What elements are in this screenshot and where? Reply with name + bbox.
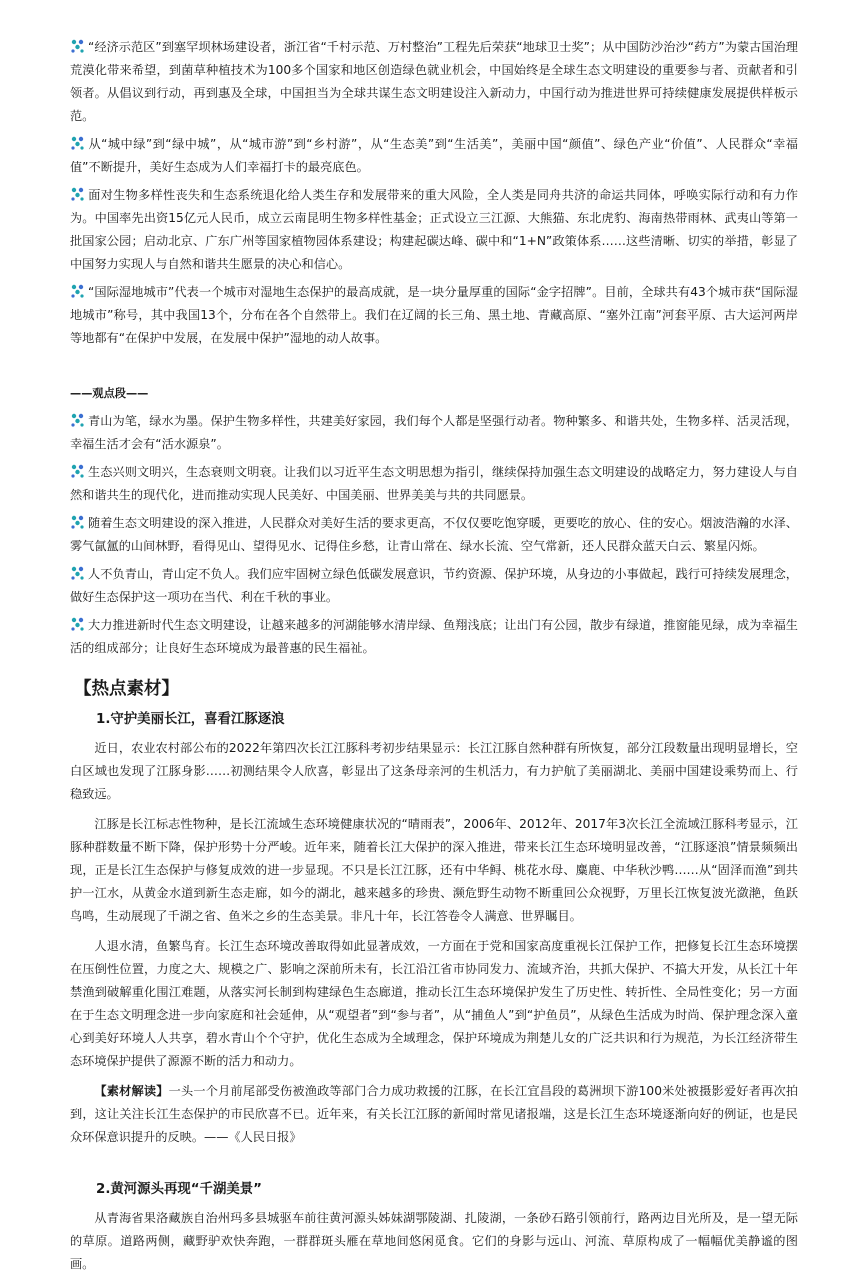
bullet-text: 生态兴则文明兴，生态衰则文明衰。让我们以习近平生态文明思想为指引，继续保持加强生态文明建设的战略定力，努力建设人与自然和谐共生的现代化，进而推动实现人民美好、中国美丽、世界美美与共的共同愿景。 (70, 465, 798, 502)
bullet-text: 大力推进新时代生态文明建设，让越来越多的河湖能够水清岸绿、鱼翔浅底；让出门有公园，散步有绿道，推窗能见绿，成为幸福生活的组成部分；让良好生态环境成为最普惠的民生福祉。 (70, 618, 798, 655)
bullet-dots-icon (70, 39, 86, 53)
section-title: 【热点素材】 (74, 679, 179, 699)
material-2 (70, 1178, 798, 1276)
material-title: 2.黄河源头再现“千湖美景” (96, 1182, 262, 1197)
list-item (70, 461, 798, 507)
material-1 (70, 708, 798, 1149)
paragraph: 人退水清，鱼繁鸟育。长江生态环境改善取得如此显著成效，一方面在于党和国家高度重视长江保护工作，把修复长江生态环境摆在压倒性位置，力度之大、规模之广、影响之深前所未有，长江沿江省市协同发力、流域齐治，共抓大保护、不搞大开发，从长江十年禁渔到破解重化围江难题，从落实河长制到构建绿色生态廊道，推动长江生态环境保护发生了历史性、转折性、全局性变化；另一方面在于生态文明理念进一步向家庭和社会延伸，从“观望者”到“参与者”，从“捕鱼人”到“护鱼员”，从绿色生活成为时尚、保护理念深入童心到美好环境人人共享，碧水青山个个守护，优化生态成为全域理念，保护环境成为荆楚儿女的广泛共识和行为规范，为长江经济带生态环境保护提供了源源不断的活力和动力。 (70, 939, 798, 1068)
bullet-dots-icon (70, 136, 86, 150)
viewpoint-section-label: ——观点段—— (70, 387, 149, 400)
interpretation-paragraph (70, 1080, 798, 1149)
list-item (70, 184, 798, 276)
bullet-dots-icon (70, 464, 86, 478)
bullet-text: 随着生态文明建设的深入推进，人民群众对美好生活的要求更高，不仅仅要吃饱穿暖，更要吃的放心、住的安心。烟波浩瀚的水泽、雾气氤氲的山间林野，看得见山、望得见水、记得住乡愁，让青山常在、绿水长流、空气常新，还人民群众蓝天白云、繁星闪烁。 (70, 516, 798, 553)
viewpoint-bullet-list (70, 410, 798, 660)
interpretation-label: 【素材解读】 (94, 1084, 169, 1098)
bullet-text: 从“城中绿”到“绿中城”，从“城市游”到“乡村游”，从“生态美”到“生活美”，美丽中国“颜值”、绿色产业“价值”、人民群众“幸福值”不断提升，美好生态成为人们幸福打卡的最亮底色。 (70, 137, 798, 174)
list-item (70, 36, 798, 128)
list-item (70, 281, 798, 350)
bullet-dots-icon (70, 413, 86, 427)
list-item (70, 563, 798, 609)
list-item (70, 512, 798, 558)
bullet-dots-icon (70, 187, 86, 201)
bullet-text: “国际湿地城市”代表一个城市对湿地生态保护的最高成就，是一块分量厚重的国际“金字招牌”。目前，全球共有43个城市获“国际湿地城市”称号，其中我国13个，分布在各个自然带上。我们在辽阔的长三角、黑土地、青藏高原、“塞外江南”河套平原、古大运河两岸等地都有“在保护中发展，在发展中保护”湿地的动人故事。 (70, 285, 798, 345)
top-bullet-list (70, 36, 798, 350)
bullet-dots-icon (70, 617, 86, 631)
paragraph: 从青海省果洛藏族自治州玛多县城驱车前往黄河源头姊妹湖鄂陵湖、扎陵湖，一条砂石路引领前行，路两边目光所及，是一望无际的草原。道路两侧，藏野驴欢快奔跑，一群群斑头雁在草地间悠闲觅食。它们的身影与远山、河流、草原构成了一幅幅优美静谧的图画。 (70, 1211, 798, 1271)
bullet-dots-icon (70, 566, 86, 580)
bullet-text: 人不负青山，青山定不负人。我们应牢固树立绿色低碳发展意识，节约资源、保护环境，从身边的小事做起，践行可持续发展理念，做好生态保护这一项功在当代、利在千秋的事业。 (70, 567, 798, 604)
bullet-text: “经济示范区”到塞罕坝林场建设者，浙江省“千村示范、万村整治”工程先后荣获“地球卫士奖”；从中国防沙治沙“药方”为蒙古国治理荒漠化带来希望，到菌草种植技术为100多个国家和地区创造绿色就业机会，中国始终是全球生态文明建设的重要参与者、贡献者和引领者。从倡议到行动，再到惠及全球，中国担当为全球共谋生态文明建设注入新动力，中国行动为推进世界可持续健康发展提供样板示范。 (70, 40, 798, 123)
material-title: 1.守护美丽长江，喜看江豚逐浪 (96, 712, 285, 727)
bullet-text: 青山为笔，绿水为墨。保护生物多样性，共建美好家园，我们每个人都是坚强行动者。物种繁多、和谐共处，生物多样、活灵活现，幸福生活才会有“活水源泉”。 (70, 414, 798, 451)
spacer (70, 1156, 798, 1174)
bullet-dots-icon (70, 515, 86, 529)
bullet-text: 面对生物多样性丧失和生态系统退化给人类生存和发展带来的重大风险，全人类是同舟共济的命运共同体，呼唤实际行动和有力作为。中国率先出资15亿元人民币，成立云南昆明生物多样性基金；正式设立三江源、大熊猫、东北虎豹、海南热带雨林、武夷山等第一批国家公园；启动北京、广东广州等国家植物园体系建设；构建起碳达峰、碳中和“1+N”政策体系……这些清晰、切实的举措，彰显了中国努力实现人与自然和谐共生愿景的决心和信心。 (70, 188, 798, 271)
paragraph: 江豚是长江标志性物种，是长江流域生态环境健康状况的“晴雨表”，2006年、2012年、2017年3次长江全流域江豚科考显示，江豚种群数量不断下降，保护形势十分严峻。近年来，随着长江大保护的深入推进，带来长江生态环境明显改善，“江豚逐浪”情景频频出现，正是长江生态保护与修复成效的进一步显现。不只是长江江豚，还有中华鲟、桃花水母、麋鹿、中华秋沙鸭……从“固泽而渔”到共护一江水，从黄金水道到新生态走廊，如今的湖北，越来越多的珍贵、濒危野生动物不断重回公众视野，万里长江恢复波光潋滟，鱼跃鸟鸣，生动展现了千湖之省、鱼米之乡的生态美景。非凡十年，长江答卷令人满意、世界瞩目。 (70, 817, 798, 923)
list-item (70, 614, 798, 660)
list-item (70, 133, 798, 179)
bullet-dots-icon (70, 284, 86, 298)
interpretation-text: 一头一个月前尾部受伤被渔政等部门合力成功救援的江豚，在长江宜昌段的葛洲坝下游100米处被摄影爱好者再次拍到，这让关注长江生态保护的市民欣喜不已。近年来，有关长江江豚的新闻时常见诸报端，这是长江生态环境逐渐向好的例证，也是民众环保意识提升的反映。——《人民日报》 (70, 1084, 799, 1144)
list-item (70, 410, 798, 456)
paragraph: 近日，农业农村部公布的2022年第四次长江江豚科考初步结果显示：长江江豚自然种群有所恢复，部分江段数量出现明显增长，空白区域也发现了江豚身影……初测结果令人欣喜，彰显出了这条母亲河的生机活力，有力护航了美丽湖北、美丽中国建设乘势而上、行稳致远。 (70, 741, 798, 801)
